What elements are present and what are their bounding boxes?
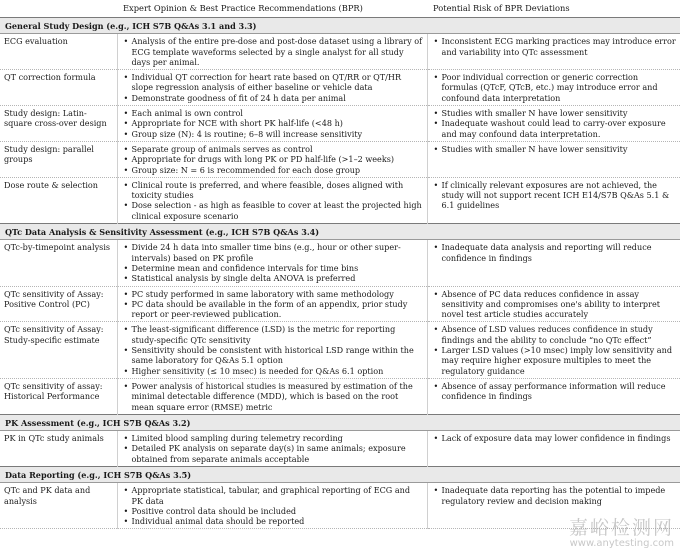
risk-cell <box>427 70 680 106</box>
table-row <box>0 431 680 467</box>
header-col-risk: Potential Risk of BPR Deviations <box>427 0 680 18</box>
risk-cell <box>427 378 680 414</box>
table-row <box>0 240 680 286</box>
risk-list <box>432 144 677 154</box>
table-row <box>0 141 680 177</box>
risk-bullet: • Inconsistent ECG marking practices may introduce error and variability into QTc assessment <box>432 36 677 57</box>
bpr-bullet: • Statistical analysis by single delta ANOVA is preferred <box>122 273 423 283</box>
risk-list <box>432 180 677 211</box>
risk-bullet: • Absence of PC data reduces confidence in assay sensitivity and compromises one's ability to interpret novel test article studies accurately <box>432 289 677 320</box>
row-label: Study design: parallel groups <box>0 141 117 177</box>
bpr-bullet: • Separate group of animals serves as control <box>122 144 423 154</box>
risk-bullet: • Poor individual correction or generic correction formulas (QTcF, QTcB, etc.) may introduce error and confound data interpretation <box>432 72 677 103</box>
bpr-bullet: • PC study performed in same laboratory with same methodology <box>122 289 423 299</box>
risk-list <box>432 485 677 506</box>
section-title: General Study Design (e.g., ICH S7B Q&As 3.1 and 3.3) <box>0 18 680 34</box>
risk-list <box>432 381 677 402</box>
bpr-bullet: • Appropriate for NCE with short PK half-life (<48 h) <box>122 118 423 128</box>
risk-cell <box>427 483 680 529</box>
bpr-bullet: • Detailed PK analysis on separate day(s) in same animals; exposure obtained from separate animals acceptable <box>122 443 423 464</box>
risk-bullet: • Inadequate data analysis and reporting will reduce confidence in findings <box>432 242 677 263</box>
risk-list <box>432 433 677 443</box>
risk-bullet: • Lack of exposure data may lower confidence in findings <box>432 433 677 443</box>
table-header <box>0 0 680 18</box>
bpr-bullet: • Appropriate statistical, tabular, and graphical reporting of ECG and PK data <box>122 485 423 506</box>
risk-cell <box>427 431 680 467</box>
bpr-bullet: • Analysis of the entire pre-dose and post-dose dataset using a library of ECG template waveforms selected by a single analyst for all study days per animal. <box>122 36 423 67</box>
watermark-url-text: www.anytesting.com <box>569 538 674 549</box>
risk-bullet: • Absence of assay performance information will reduce confidence in findings <box>432 381 677 402</box>
bpr-bullet: • Group size: N = 6 is recommended for each dose group <box>122 165 423 175</box>
bpr-list <box>122 289 423 320</box>
section-title: QTc Data Analysis & Sensitivity Assessment (e.g., ICH S7B Q&As 3.4) <box>0 224 680 240</box>
bpr-bullet: • Determine mean and confidence intervals for time bins <box>122 263 423 273</box>
bpr-bullet: • Demonstrate goodness of fit of 24 h data per animal <box>122 93 423 103</box>
bpr-cell <box>117 286 427 322</box>
risk-cell <box>427 286 680 322</box>
bpr-list <box>122 144 423 175</box>
section-header-row <box>0 414 680 430</box>
risk-cell <box>427 141 680 177</box>
risk-bullet: • Inadequate data reporting has the potential to impede regulatory review and decision making <box>432 485 677 506</box>
bpr-cell <box>117 240 427 286</box>
bpr-bullet: • Positive control data should be included <box>122 506 423 516</box>
bpr-list <box>122 108 423 139</box>
risk-list <box>432 242 677 263</box>
bpr-bullet: • Dose selection - as high as feasible to cover at least the projected high clinical exposure scenario <box>122 200 423 221</box>
risk-cell <box>427 34 680 70</box>
risk-bullet: • Larger LSD values (>10 msec) imply low sensitivity and may require higher exposure multiples to meet the regulatory guidance <box>432 345 677 376</box>
risk-cell <box>427 177 680 223</box>
row-label: QTc sensitivity of Assay: Study-specific estimate <box>0 322 117 378</box>
risk-bullet: • Studies with smaller N have lower sensitivity <box>432 144 677 154</box>
bpr-bullet: • Individual QT correction for heart rate based on QT/RR or QT/HR slope regression analysis of either baseline or vehicle data <box>122 72 423 93</box>
bpr-bullet: • Appropriate for drugs with long PK or PD half-life (>1–2 weeks) <box>122 154 423 164</box>
bpr-cell <box>117 431 427 467</box>
bpr-bullet: • The least-significant difference (LSD) is the metric for reporting study-specific QTc sensitivity <box>122 324 423 345</box>
section-title: PK Assessment (e.g., ICH S7B Q&As 3.2) <box>0 414 680 430</box>
risk-cell <box>427 106 680 142</box>
bpr-bullet: • PC data should be available in the form of an appendix, prior study report or peer-reviewed publication. <box>122 299 423 320</box>
bpr-bullet: • Group size (N): 4 is routine; 6–8 will increase sensitivity <box>122 129 423 139</box>
bpr-cell <box>117 34 427 70</box>
table-row <box>0 70 680 106</box>
bpr-bullet: • Sensitivity should be consistent with historical LSD range within the same laboratory for Q&As 5.1 option <box>122 345 423 366</box>
risk-cell <box>427 240 680 286</box>
bpr-cell <box>117 177 427 223</box>
section-header-row <box>0 466 680 482</box>
bpr-bullet: • Higher sensitivity (≤ 10 msec) is needed for Q&As 6.1 option <box>122 366 423 376</box>
table-row <box>0 322 680 378</box>
table-row <box>0 34 680 70</box>
bpr-list <box>122 36 423 67</box>
section-header-row <box>0 224 680 240</box>
bpr-cell <box>117 322 427 378</box>
row-label: QTc and PK data and analysis <box>0 483 117 529</box>
bpr-bullet: • Limited blood sampling during telemetry recording <box>122 433 423 443</box>
risk-cell <box>427 322 680 378</box>
risk-list <box>432 324 677 375</box>
risk-list <box>432 36 677 57</box>
row-label: QTc-by-timepoint analysis <box>0 240 117 286</box>
table-row <box>0 378 680 414</box>
bpr-bullet: • Clinical route is preferred, and where feasible, doses aligned with toxicity studies <box>122 180 423 201</box>
risk-list <box>432 72 677 103</box>
risk-bullet: • If clinically relevant exposures are not achieved, the study will not support recent ICH E14/S7B Q&As 5.1 & 6.1 guidelines <box>432 180 677 211</box>
bpr-bullet: • Each animal is own control <box>122 108 423 118</box>
risk-bullet: • Studies with smaller N have lower sensitivity <box>432 108 677 118</box>
risk-list <box>432 108 677 139</box>
section-header-row <box>0 18 680 34</box>
bpr-list <box>122 180 423 221</box>
risk-list <box>432 289 677 320</box>
table-row <box>0 106 680 142</box>
row-label: Dose route & selection <box>0 177 117 223</box>
header-col-1 <box>0 0 117 18</box>
table-row <box>0 483 680 529</box>
bpr-bullet: • Power analysis of historical studies is measured by estimation of the minimal detectable difference (MDD), which is based on the root mean square error (RMSE) metric <box>122 381 423 412</box>
row-label: ECG evaluation <box>0 34 117 70</box>
section-title: Data Reporting (e.g., ICH S7B Q&As 3.5) <box>0 466 680 482</box>
bpr-bullet: • Individual animal data should be reported <box>122 516 423 526</box>
row-label: QTc sensitivity of Assay: Positive Control (PC) <box>0 286 117 322</box>
bpr-list <box>122 485 423 526</box>
row-label: PK in QTc study animals <box>0 431 117 467</box>
watermark-chinese-text: 嘉峪检测网 <box>568 517 674 539</box>
bpr-list <box>122 433 423 464</box>
bpr-cell <box>117 378 427 414</box>
bpr-cell <box>117 483 427 529</box>
bpr-list <box>122 242 423 283</box>
bpr-list <box>122 72 423 103</box>
row-label: QT correction formula <box>0 70 117 106</box>
bpr-list <box>122 324 423 375</box>
table-row <box>0 286 680 322</box>
header-col-bpr: Expert Opinion & Best Practice Recommendations (BPR) <box>117 0 427 18</box>
bpr-bullet: • Divide 24 h data into smaller time bins (e.g., hour or other super-intervals) based on PK profile <box>122 242 423 263</box>
bpr-cell <box>117 141 427 177</box>
bpr-cell <box>117 70 427 106</box>
table-body <box>0 18 680 529</box>
risk-bullet: • Inadequate washout could lead to carry-over exposure and may confound data interpretation. <box>432 118 677 139</box>
row-label: Study design: Latin-square cross-over design <box>0 106 117 142</box>
table-row <box>0 177 680 223</box>
bpr-list <box>122 381 423 412</box>
row-label: QTc sensitivity of assay: Historical Performance <box>0 378 117 414</box>
risk-bullet: • Absence of LSD values reduces confidence in study findings and the ability to conclude “no QTc effect” <box>432 324 677 345</box>
bpr-cell <box>117 106 427 142</box>
